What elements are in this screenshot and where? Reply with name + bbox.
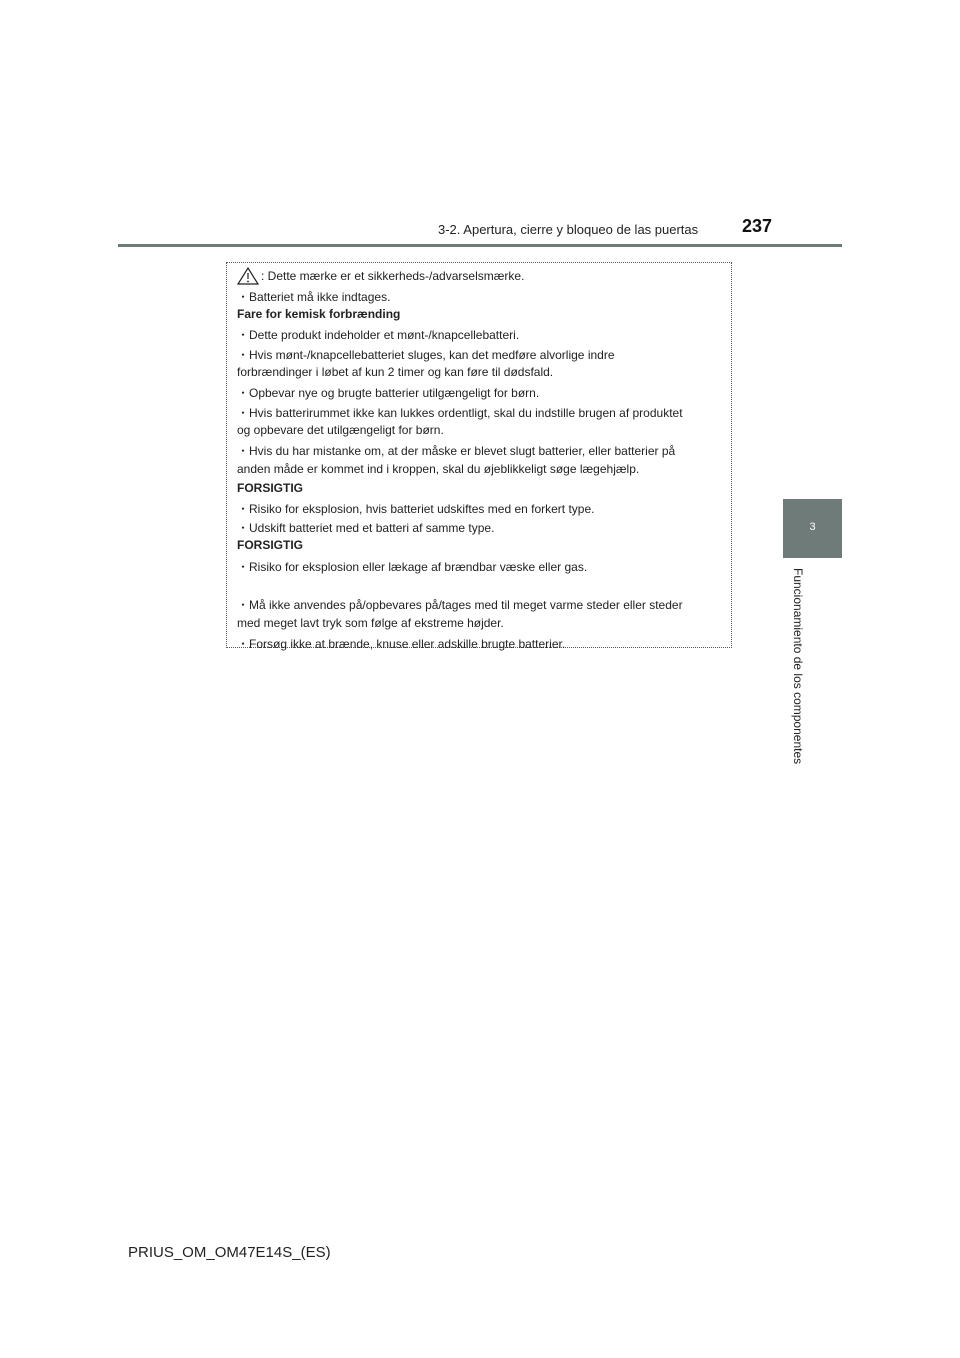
page-number: 237 — [742, 216, 773, 236]
notice-line: ・Må ikke anvendes på/opbevares på/tages med til meget varme steder eller steder — [237, 598, 683, 612]
header-divider — [118, 244, 842, 247]
section-title: 3-2. Apertura, cierre y bloqueo de las puertas — [438, 222, 699, 237]
notice-line: ・Hvis batterirummet ikke kan lukkes ordentligt, skal du indstille brugen af produktet — [237, 406, 683, 420]
notice-line: FORSIGTIG — [237, 481, 303, 495]
notice-line: forbrændinger i løbet af kun 2 timer og kan føre til dødsfald. — [237, 365, 554, 379]
notice-line: ・Opbevar nye og brugte batterier utilgængeligt for børn. — [237, 386, 540, 400]
notice-line: ・Forsøg ikke at brænde, knuse eller adskille brugte batterier. — [237, 637, 566, 651]
chapter-label-text: Funcionamiento de los componentes — [791, 568, 805, 765]
notice-line: ・Hvis mønt-/knapcellebatteriet sluges, kan det medføre alvorlige indre — [237, 348, 615, 362]
warning-triangle-icon — [237, 267, 259, 285]
chapter-label — [791, 568, 823, 778]
notice-line: anden måde er kommet ind i kroppen, skal du øjeblikkeligt søge lægehjælp. — [237, 462, 640, 476]
battery-warning-box — [226, 262, 732, 651]
notice-line: : Dette mærke er et sikkerheds-/advarselsmærke. — [261, 269, 525, 283]
chapter-number: 3 — [809, 521, 816, 533]
document-code: PRIUS_OM_OM47E14S_(ES) — [128, 1244, 331, 1261]
notice-line: ・Dette produkt indeholder et mønt-/knapcellebatteri. — [237, 328, 520, 342]
notice-line: Fare for kemisk forbrænding — [237, 307, 401, 321]
notice-line: ・Risiko for eksplosion eller lækage af brændbar væske eller gas. — [237, 560, 588, 574]
chapter-tab — [783, 499, 842, 558]
notice-line: ・Udskift batteriet med et batteri af samme type. — [237, 521, 495, 535]
notice-line: med meget lavt tryk som følge af ekstreme højder. — [237, 616, 504, 630]
notice-line: FORSIGTIG — [237, 538, 303, 552]
notice-line: og opbevare det utilgængeligt for børn. — [237, 423, 444, 437]
notice-line: ・Hvis du har mistanke om, at der måske er blevet slugt batterier, eller batterier på — [237, 444, 676, 458]
notice-line: ・Risiko for eksplosion, hvis batteriet udskiftes med en forkert type. — [237, 502, 595, 516]
notice-line: ・Batteriet må ikke indtages. — [237, 290, 391, 304]
